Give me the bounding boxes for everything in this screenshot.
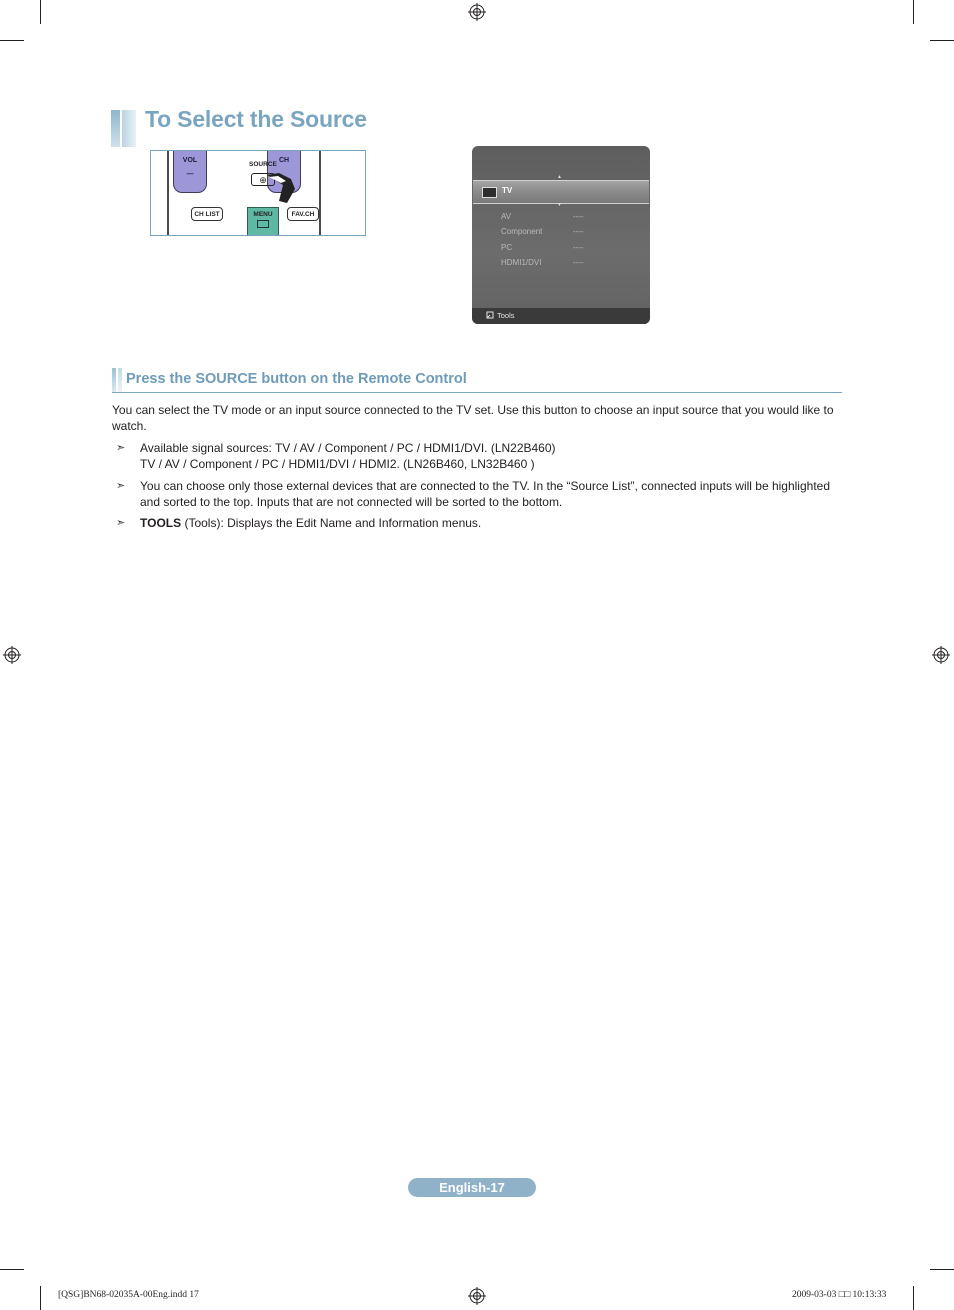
remote-body <box>167 150 321 236</box>
registration-mark-icon <box>468 3 486 21</box>
fav-ch-key: FAV.CH <box>287 207 319 221</box>
osd-item[interactable]: AV <box>501 212 512 221</box>
osd-selected-row[interactable] <box>473 180 649 204</box>
up-arrow-icon: ▲ <box>557 174 562 180</box>
page-number-badge: English-17 <box>408 1178 536 1197</box>
menu-key <box>247 207 279 236</box>
pointing-finger-icon <box>265 171 301 205</box>
osd-footer <box>472 308 650 324</box>
bullet-line: TV / AV / Component / PC / HDMI1/DVI / HDMI2. (LN26B460, LN32B460 ) <box>140 456 535 471</box>
osd-item[interactable]: Component <box>501 227 543 236</box>
crop-mark <box>930 40 954 41</box>
bullet-text: You can choose only those external devices that are connected to the TV. In the “Source List”, connected inputs will be highlighted and sorted to the top. Inputs that are not connected will be sorted to the bottom. <box>140 479 830 509</box>
vol-key-label: VOL <box>182 157 198 164</box>
page-title: To Select the Source <box>145 106 367 132</box>
menu-grid-icon <box>257 220 269 228</box>
tools-keyword: TOOLS <box>140 516 182 530</box>
section-accent-bar <box>112 368 116 392</box>
bullet-arrow-icon: ➣ <box>116 480 126 492</box>
crop-mark <box>40 0 41 24</box>
crop-mark <box>0 1269 24 1270</box>
crop-mark <box>40 1286 41 1310</box>
crop-mark <box>913 1286 914 1310</box>
print-slug-timestamp: 2009-03-03 □□ 10:13:33 <box>792 1290 887 1300</box>
section-accent-bar <box>118 368 122 392</box>
title-accent-bar <box>111 110 137 147</box>
section-title: Press the SOURCE button on the Remote Control <box>126 371 467 387</box>
bullet-line: Available signal sources: TV / AV / Component / PC / HDMI1/DVI. (LN22B460) <box>140 441 556 455</box>
down-arrow-icon: ▼ <box>557 202 562 208</box>
intro-paragraph: You can select the TV mode or an input source connected to the TV set. Use this button to choose an input source that you would like to watch. <box>112 403 834 433</box>
bullet-arrow-icon: ➣ <box>116 442 126 454</box>
source-list-osd <box>472 146 650 324</box>
tv-icon <box>482 187 497 198</box>
registration-mark-icon <box>3 646 21 664</box>
bullet-text <box>140 516 845 532</box>
vol-minus-label: — <box>186 171 194 178</box>
ch-key-label: CH <box>278 157 290 164</box>
osd-item-value: ---- <box>573 227 584 236</box>
osd-tools-label: Tools <box>497 311 515 320</box>
registration-mark-icon <box>932 646 950 664</box>
menu-key-label: MENU <box>253 211 273 218</box>
source-key-label: SOURCE <box>249 161 277 168</box>
source-input-icon: ⊕ <box>251 173 275 186</box>
crop-mark <box>913 0 914 24</box>
remote-control-illustration <box>150 150 366 236</box>
tools-icon <box>486 311 494 319</box>
print-slug-filename: [QSG]BN68-02035A-00Eng.indd 17 <box>58 1290 199 1300</box>
osd-item-value: ---- <box>573 212 584 221</box>
section-divider <box>112 392 842 393</box>
ch-list-key: CH LIST <box>191 207 223 221</box>
osd-item-value: ---- <box>573 243 584 252</box>
crop-mark <box>930 1269 954 1270</box>
tools-description: (Tools): Displays the Edit Name and Information menus. <box>181 516 482 530</box>
crop-mark <box>0 40 24 41</box>
osd-item[interactable]: HDMI1/DVI <box>501 258 542 267</box>
vol-key <box>173 150 207 193</box>
registration-mark-icon <box>468 1287 486 1305</box>
osd-item-value: ---- <box>573 258 584 267</box>
bullet-arrow-icon: ➣ <box>116 517 126 529</box>
osd-item[interactable]: PC <box>501 243 513 252</box>
osd-selected-label: TV <box>502 186 513 195</box>
bullet-text <box>140 441 845 472</box>
